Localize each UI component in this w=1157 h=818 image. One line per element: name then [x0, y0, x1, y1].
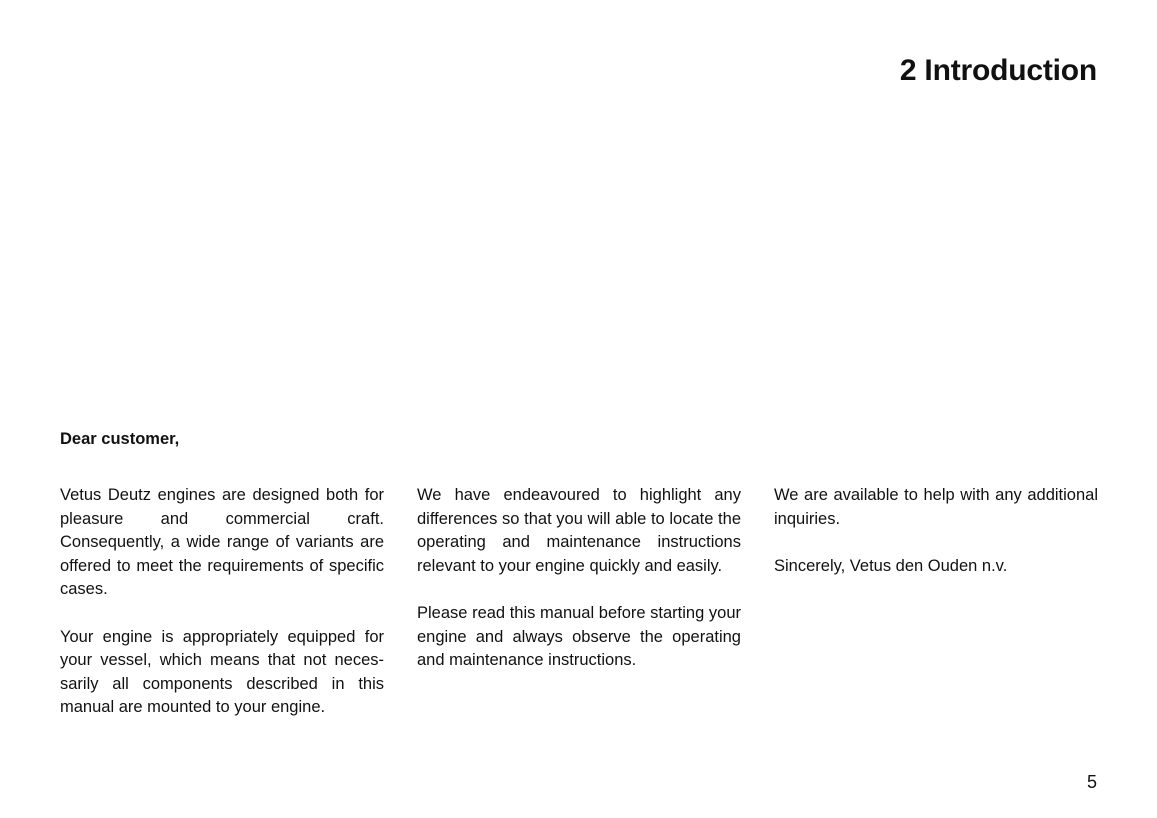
paragraph: We have endeavoured to highlight any differences so that you will able to locate the operating and maintenance instructions relevant to your engine quickly and easily. — [417, 486, 741, 575]
page-title: 2 Introduction — [899, 54, 1097, 87]
paragraph: Vetus Deutz engines are designed both for pleasure and commercial craft. Consequently, a wide range of variants are offered to meet the requirements of specific cases. — [60, 486, 384, 599]
paragraph: We are available to help with any additional inquiries. — [774, 486, 1098, 528]
signature-line: Sincerely, Vetus den Ouden n.v. — [774, 556, 1008, 575]
salutation: Dear customer, — [60, 430, 180, 448]
text-column-1 — [60, 484, 384, 744]
text-column-2 — [417, 484, 741, 696]
paragraph: Your engine is appropriately equipped for your vessel, which means that not necessarily all components described in this manual are mounted to your engine. — [60, 627, 384, 717]
page-number: 5 — [1086, 772, 1097, 792]
paragraph: Please read this manual before starting your engine and always observe the operating and maintenance instructions. — [417, 603, 741, 670]
text-column-3 — [774, 484, 1098, 602]
